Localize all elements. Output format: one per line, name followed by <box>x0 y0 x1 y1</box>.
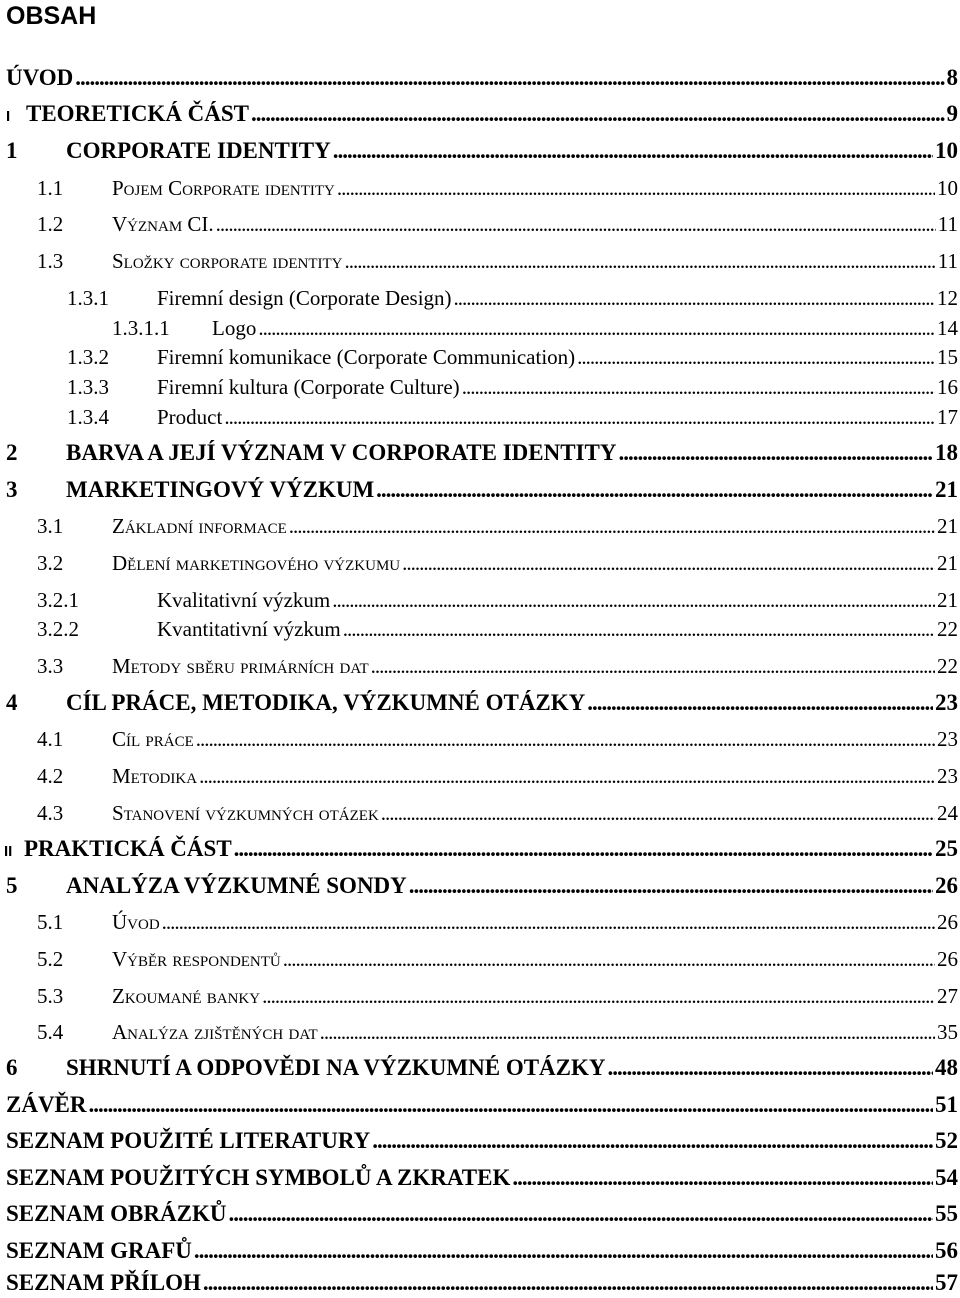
toc-entry-label: Složky corporate identity <box>112 249 343 273</box>
toc-entry-number: 4.1 <box>37 727 64 751</box>
toc-entry-number: 1 <box>6 138 18 163</box>
toc-entry-label: Logo <box>212 316 257 340</box>
toc-entry-label: SEZNAM GRAFŮ <box>6 1238 192 1263</box>
toc-leader-dots <box>234 834 933 864</box>
toc-leader-dots <box>618 438 933 468</box>
toc-entry-page: 16 <box>937 375 958 399</box>
toc-entry-subsection[interactable] <box>0 402 958 432</box>
toc-entry-section[interactable] <box>0 981 958 1011</box>
toc-leader-dots <box>162 907 935 937</box>
toc-entry-label: ÚVOD <box>6 65 74 90</box>
toc-entry-section[interactable] <box>0 944 958 974</box>
toc-entry-part-1[interactable] <box>0 99 958 129</box>
toc-entry-page: 56 <box>935 1238 958 1263</box>
toc-entry-section[interactable] <box>0 761 958 791</box>
toc-leader-dots <box>512 1163 933 1193</box>
toc-entry-page: 24 <box>937 801 958 825</box>
toc-entry-page: 35 <box>937 1020 958 1044</box>
toc-entry-page: 15 <box>937 345 958 369</box>
toc-leader-dots <box>332 585 935 615</box>
toc-entry-label: MARKETINGOVÝ VÝZKUM <box>66 477 375 502</box>
toc-leader-dots <box>454 283 935 313</box>
toc-entry-page: 21 <box>935 477 958 502</box>
toc-entry-label: SEZNAM POUŽITÝCH SYMBOLŮ A ZKRATEK <box>6 1165 511 1190</box>
toc-entry-number: 1.3.1 <box>67 286 109 310</box>
toc-leader-dots <box>258 313 935 343</box>
toc-entry-label: CORPORATE IDENTITY <box>66 138 331 163</box>
toc-entry-page: 27 <box>937 984 958 1008</box>
toc-entry-label: ZÁVĚR <box>6 1092 87 1117</box>
toc-entry-page: 8 <box>946 65 958 90</box>
toc-entry-number: II <box>4 843 13 860</box>
toc-entry-figures[interactable] <box>0 1199 958 1229</box>
toc-entry-page: 25 <box>935 836 958 861</box>
toc-entry-graphs[interactable] <box>0 1236 958 1266</box>
toc-entry-label: Firemní design (Corporate Design) <box>157 286 452 310</box>
toc-entry-number: 2 <box>6 440 18 465</box>
toc-entry-appendices[interactable] <box>0 1268 958 1298</box>
toc-leader-dots <box>251 99 944 129</box>
toc-entry-symbols[interactable] <box>0 1163 958 1193</box>
toc-entry-section[interactable] <box>0 724 958 754</box>
toc-entry-label: Analýza zjištěných dat <box>112 1020 318 1044</box>
toc-entry-section[interactable] <box>0 798 958 828</box>
toc-entry-label: Základní informace <box>112 514 287 538</box>
toc-entry-label: PRAKTICKÁ ČÁST <box>24 836 232 861</box>
toc-entry-page: 10 <box>937 176 958 200</box>
toc-leader-dots <box>608 1053 933 1083</box>
toc-leader-dots <box>587 688 933 718</box>
toc-entry-subsubsection[interactable] <box>0 313 958 343</box>
toc-leader-dots <box>194 1236 933 1266</box>
toc-entry-number: 3.1 <box>37 514 64 538</box>
toc-entry-chapter-4[interactable] <box>0 688 958 718</box>
toc-entry-number: 1.3.1.1 <box>112 316 170 340</box>
toc-entry-subsection[interactable] <box>0 585 958 615</box>
toc-entry-number: 5.2 <box>37 947 64 971</box>
toc-leader-dots <box>196 724 935 754</box>
toc-leader-dots <box>320 1017 935 1047</box>
toc-entry-number: 1.3.2 <box>67 345 109 369</box>
toc-entry-number: 4.3 <box>37 801 64 825</box>
toc-entry-page: 11 <box>937 249 958 273</box>
toc-leader-dots <box>402 548 935 578</box>
toc-entry-page: 23 <box>937 727 958 751</box>
toc-entry-section[interactable] <box>0 209 958 239</box>
toc-entry-number: 5.4 <box>37 1020 64 1044</box>
toc-entry-page: 26 <box>937 910 958 934</box>
toc-leader-dots <box>372 1126 933 1156</box>
toc-leader-dots <box>289 511 935 541</box>
toc-entry-label: Cíl práce <box>112 727 194 751</box>
toc-entry-page: 54 <box>935 1165 958 1190</box>
toc-leader-dots <box>345 246 936 276</box>
toc-entry-number: 1.3 <box>37 249 64 273</box>
toc-entry-section[interactable] <box>0 1017 958 1047</box>
toc-entry-number: 4 <box>6 690 18 715</box>
toc-entry-section[interactable] <box>0 548 958 578</box>
toc-entry-page: 51 <box>935 1092 958 1117</box>
toc-entry-page: 52 <box>935 1128 958 1153</box>
toc-entry-number: 5.1 <box>37 910 64 934</box>
page-title: OBSAH <box>6 2 97 30</box>
toc-entry-page: 57 <box>935 1270 958 1295</box>
toc-entry-label: Firemní kultura (Corporate Culture) <box>157 375 460 399</box>
toc-entry-label: ANALÝZA VÝZKUMNÉ SONDY <box>66 873 407 898</box>
toc-entry-label: Výběr respondentů <box>112 947 281 971</box>
toc-entry-number: 3 <box>6 477 18 502</box>
toc-entry-section[interactable] <box>0 246 958 276</box>
toc-entry-subsection[interactable] <box>0 614 958 644</box>
toc-leader-dots <box>75 63 944 93</box>
toc-leader-dots <box>462 372 935 402</box>
toc-entry-label: Metodika <box>112 764 198 788</box>
toc-entry-chapter-6[interactable] <box>0 1053 958 1083</box>
toc-entry-label: Význam CI. <box>112 212 214 236</box>
toc-entry-page: 23 <box>937 764 958 788</box>
toc-leader-dots <box>203 1268 933 1298</box>
toc-entry-page: 48 <box>935 1055 958 1080</box>
toc-entry-page: 14 <box>937 316 958 340</box>
toc-entry-chapter-3[interactable] <box>0 475 958 505</box>
toc-entry-part-2[interactable] <box>0 834 958 864</box>
toc-entry-page: 21 <box>937 588 958 612</box>
toc-entry-label: SEZNAM OBRÁZKŮ <box>6 1201 227 1226</box>
toc-entry-number: 5 <box>6 873 18 898</box>
toc-leader-dots <box>216 209 936 239</box>
toc-entry-section[interactable] <box>0 511 958 541</box>
toc-entry-number: 3.2 <box>37 551 64 575</box>
toc-entry-chapter-1[interactable] <box>0 136 958 166</box>
toc-leader-dots <box>577 342 935 372</box>
toc-entry-page: 26 <box>935 873 958 898</box>
toc-leader-dots <box>224 402 935 432</box>
toc-entry-page: 22 <box>937 617 958 641</box>
toc-entry-page: 12 <box>937 286 958 310</box>
toc-entry-number: 1.2 <box>37 212 64 236</box>
toc-entry-page: 23 <box>935 690 958 715</box>
toc-entry-number: I <box>6 108 11 125</box>
toc-leader-dots <box>409 871 933 901</box>
toc-entry-page: 17 <box>937 405 958 429</box>
toc-entry-chapter-2[interactable] <box>0 438 958 468</box>
toc-leader-dots <box>228 1199 933 1229</box>
toc-entry-label: SEZNAM PŘÍLOH <box>6 1270 201 1295</box>
toc-entry-subsection[interactable] <box>0 283 958 313</box>
toc-leader-dots <box>333 136 933 166</box>
toc-entry-page: 18 <box>935 440 958 465</box>
toc-entry-label: CÍL PRÁCE, METODIKA, VÝZKUMNÉ OTÁZKY <box>66 690 586 715</box>
toc-entry-page: 21 <box>937 551 958 575</box>
toc-entry-label: Dělení marketingového výzkumu <box>112 551 401 575</box>
toc-entry-label: Úvod <box>112 910 160 934</box>
toc-entry-label: Kvantitativní výzkum <box>157 617 341 641</box>
toc-entry-number: 4.2 <box>37 764 64 788</box>
toc-entry-label: SEZNAM POUŽITÉ LITERATURY <box>6 1128 371 1153</box>
toc-leader-dots <box>89 1090 933 1120</box>
toc-entry-number: 5.3 <box>37 984 64 1008</box>
toc-entry-label: Stanovení výzkumných otázek <box>112 801 379 825</box>
toc-entry-literature[interactable] <box>0 1126 958 1156</box>
toc-entry-page: 10 <box>935 138 958 163</box>
toc-leader-dots <box>343 614 935 644</box>
toc-entry-label: Pojem Corporate identity <box>112 176 335 200</box>
toc-entry-number: 3.3 <box>37 654 64 678</box>
toc-entry-section[interactable] <box>0 173 958 203</box>
toc-leader-dots <box>381 798 935 828</box>
toc-entry-number: 1.3.3 <box>67 375 109 399</box>
toc-entry-section[interactable] <box>0 651 958 681</box>
toc-entry-number: 1.3.4 <box>67 405 109 429</box>
toc-entry-label: Product <box>157 405 223 429</box>
toc-entry-chapter-5[interactable] <box>0 871 958 901</box>
toc-entry-subsection[interactable] <box>0 372 958 402</box>
toc-entry-label: Firemní komunikace (Corporate Communication) <box>157 345 576 369</box>
toc-entry-label: SHRNUTÍ A ODPOVĚDI NA VÝZKUMNÉ OTÁZKY <box>66 1055 606 1080</box>
toc-entry-number: 3.2.2 <box>37 617 79 641</box>
toc-entry-number: 3.2.1 <box>37 588 79 612</box>
toc-entry-number: 1.1 <box>37 176 64 200</box>
toc-entry-subsection[interactable] <box>0 342 958 372</box>
toc-entry-label: BARVA A JEJÍ VÝZNAM V CORPORATE IDENTITY <box>66 440 617 465</box>
toc-entry-section[interactable] <box>0 907 958 937</box>
toc-entry-page: 21 <box>937 514 958 538</box>
toc-entry-uvod[interactable] <box>0 63 958 93</box>
toc-entry-page: 26 <box>937 947 958 971</box>
toc-leader-dots <box>262 981 935 1011</box>
toc-entry-page: 22 <box>937 654 958 678</box>
toc-leader-dots <box>371 651 935 681</box>
toc-entry-label: Kvalitativní výzkum <box>157 588 331 612</box>
toc-entry-label: Metody sběru primárních dat <box>112 654 369 678</box>
toc-entry-label: TEORETICKÁ ČÁST <box>26 101 250 126</box>
toc-entry-label: Zkoumané banky <box>112 984 261 1008</box>
toc-leader-dots <box>376 475 933 505</box>
toc-entry-page: 11 <box>937 212 958 236</box>
toc-leader-dots <box>337 173 935 203</box>
toc-leader-dots <box>199 761 935 791</box>
toc-leader-dots <box>283 944 935 974</box>
toc-entry-zaver[interactable] <box>0 1090 958 1120</box>
toc-entry-number: 6 <box>6 1055 18 1080</box>
toc-entry-page: 55 <box>935 1201 958 1226</box>
toc-entry-page: 9 <box>946 101 958 126</box>
